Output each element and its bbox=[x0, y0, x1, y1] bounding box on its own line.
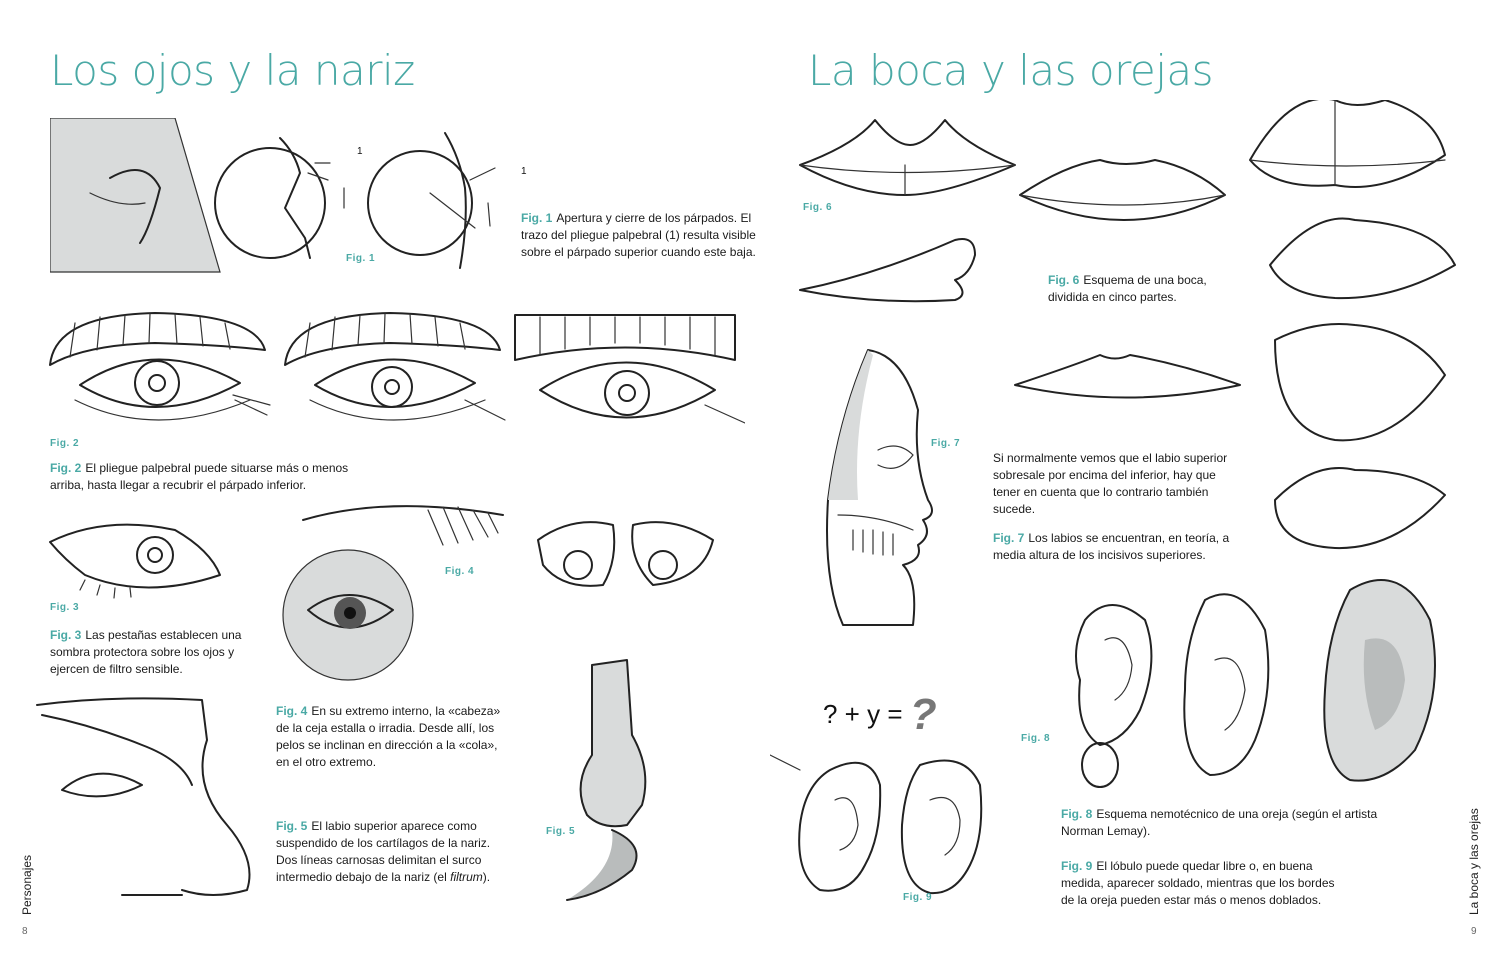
fig3-label: Fig. 3 bbox=[50, 602, 80, 613]
fig7-caption-label: Fig. 7 bbox=[993, 531, 1025, 545]
lip-overlap-note: Si normalmente vemos que el labio superior sobresale por encima del inferior, hay que tener en cuenta que lo contrario también sucede. bbox=[993, 451, 1228, 516]
fig7-label: Fig. 7 bbox=[931, 438, 961, 449]
fig1-caption-text: Apertura y cierre de los párpados. El trazo del pliegue palpebral (1) resulta visible sobre el párpado superior cuando este baja. bbox=[521, 211, 756, 259]
fig3-caption-label: Fig. 3 bbox=[50, 628, 82, 642]
fig1-label: Fig. 1 bbox=[346, 253, 376, 264]
fig1-marker-1a: 1 bbox=[357, 146, 363, 157]
fig4-caption-text: En su extremo interno, la «cabeza» de la ceja estalla o irradia. Desde allí, los pelos se inclinan en dirección a la «cola», en el otro extremo. bbox=[276, 704, 501, 769]
fig8-caption-text: Esquema nemotécnico de una oreja (según el artista Norman Lemay). bbox=[1061, 807, 1378, 838]
equation-text: ? + y = bbox=[823, 699, 903, 729]
fig6-caption-text: Esquema de una boca, dividida en cinco partes. bbox=[1048, 273, 1207, 304]
fig6-caption-label: Fig. 6 bbox=[1048, 273, 1080, 287]
fig6-caption bbox=[1048, 272, 1228, 306]
fig5-label: Fig. 5 bbox=[546, 826, 576, 837]
fig5-caption bbox=[276, 818, 502, 886]
equation bbox=[823, 690, 937, 740]
right-side-label: La boca y las orejas bbox=[1467, 808, 1481, 915]
question-mark-icon: ? bbox=[909, 690, 937, 739]
fig5-caption-text-before: El labio superior aparece como suspendido de los cartílagos de la nariz. Dos líneas carnosas delimitan el surco intermedio debajo de la nariz (el bbox=[276, 819, 491, 884]
right-page-number: 9 bbox=[1471, 926, 1477, 937]
fig7-skull-drawing bbox=[818, 340, 961, 640]
fig6-label: Fig. 6 bbox=[803, 202, 833, 213]
fig8-caption-label: Fig. 8 bbox=[1061, 807, 1093, 821]
fig1-caption-label: Fig. 1 bbox=[521, 211, 553, 225]
fig2-caption-text: El pliegue palpebral puede situarse más o menos arriba, hasta llegar a recubrir el párpado inferior. bbox=[50, 461, 349, 492]
fig5-caption-italic: filtrum bbox=[450, 870, 483, 884]
fig5-caption-label: Fig. 5 bbox=[276, 819, 308, 833]
fig9-caption-text: El lóbulo puede quedar libre o, en buena medida, aparecer soldado, mientras que los bordes de la oreja pueden estar más o menos doblados. bbox=[1061, 859, 1335, 907]
fig2-caption-label: Fig. 2 bbox=[50, 461, 82, 475]
fig2-label: Fig. 2 bbox=[50, 438, 80, 449]
fig4-caption-label: Fig. 4 bbox=[276, 704, 308, 718]
fig9-caption bbox=[1061, 858, 1351, 909]
fig3-eye-drawing bbox=[45, 520, 235, 600]
fig4-label: Fig. 4 bbox=[445, 566, 475, 577]
fig1-eyelid-drawings bbox=[50, 118, 500, 278]
fig3-caption-text: Las pestañas establecen una sombra protectora sobre los ojos y ejercen de filtro sensible. bbox=[50, 628, 242, 676]
fig9-label: Fig. 9 bbox=[903, 892, 933, 903]
fig5-caption-text-after: ). bbox=[482, 870, 491, 884]
fig8-ear-drawings bbox=[1050, 570, 1450, 790]
left-page-number: 8 bbox=[22, 926, 28, 937]
left-side-label: Personajes bbox=[20, 854, 34, 915]
fig8-label: Fig. 8 bbox=[1021, 733, 1051, 744]
fig9-caption-label: Fig. 9 bbox=[1061, 859, 1093, 873]
fig1-marker-1b: 1 bbox=[521, 166, 527, 177]
fig2-caption bbox=[50, 460, 360, 494]
right-page-title: La boca y las orejas bbox=[808, 46, 1214, 95]
fig8-caption bbox=[1061, 806, 1381, 840]
fig9-ear-drawings bbox=[770, 745, 1020, 910]
fig7-caption bbox=[993, 530, 1245, 564]
left-page-title: Los ojos y la nariz bbox=[50, 46, 415, 95]
fig1-caption bbox=[521, 210, 771, 261]
fig7-caption-text: Los labios se encuentran, en teoría, a media altura de los incisivos superiores. bbox=[993, 531, 1230, 562]
fig2-eye-drawings bbox=[45, 305, 745, 455]
